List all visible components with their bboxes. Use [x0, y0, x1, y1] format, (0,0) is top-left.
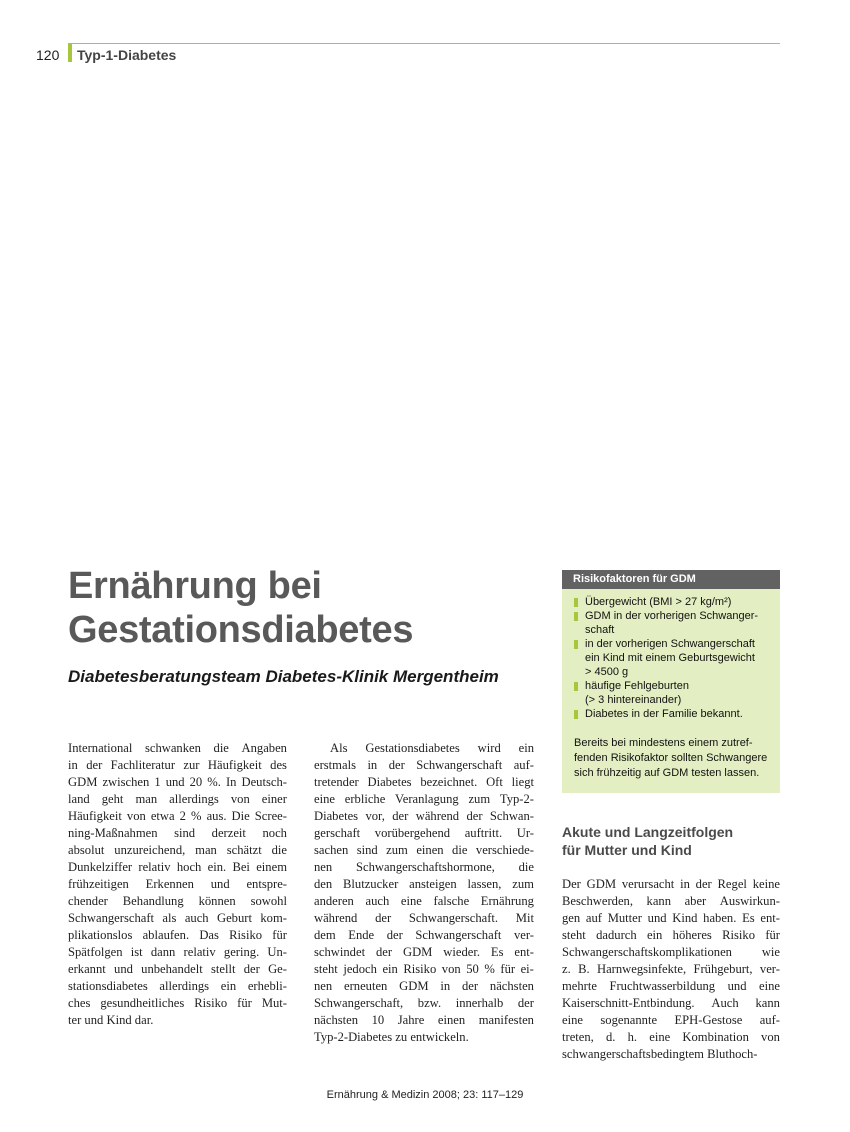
- text-line: mehrte Fruchtwasserbildung und eine: [562, 979, 780, 993]
- text-line: schwangerschaftsbedingtem Bluthoch-: [562, 1047, 758, 1061]
- text-line: absolut unzureichend, man schätzt die: [68, 843, 287, 857]
- text-line: Diabetes vor, der während der Schwan-: [314, 809, 534, 823]
- text-line: GDM zwischen 1 und 20 %. In Deutsch-: [68, 775, 287, 789]
- text-line: schwindet der GDM wieder. Es ent-: [314, 945, 534, 959]
- bullet-icon: [574, 598, 578, 607]
- body-column-3: [562, 876, 780, 1063]
- text-line: ter und Kind dar.: [68, 1013, 154, 1027]
- risk-factors-note: [574, 736, 774, 781]
- bullet-icon: [574, 710, 578, 719]
- text-line: erkannt und unbehandelt stellt der Ge-: [68, 962, 287, 976]
- text-line: Dunkelziffer relativ hoch ein. Bei einem: [68, 860, 287, 874]
- text-line: treten, d. h. eine Kombination von: [562, 1030, 780, 1044]
- text-line: frühzeitigen Erkennen und entspre-: [68, 877, 287, 891]
- text-line: Der GDM verursacht in der Regel keine: [562, 877, 780, 891]
- risk-factors-heading: Risikofaktoren für GDM: [562, 570, 780, 589]
- text-line: International schwanken die Angaben: [68, 741, 287, 755]
- section-heading: [562, 823, 733, 859]
- text-line: Schwangerschaftskomplikationen wie: [562, 945, 780, 959]
- text-line: tretender Diabetes bezeichnet. Oft liegt: [314, 775, 534, 789]
- text-line: sachen sind zum einen die verschiede-: [314, 843, 534, 857]
- article-title: [68, 564, 548, 652]
- text-line: Kaiserschnitt-Entbindung. Auch kann: [562, 996, 780, 1010]
- text-line: Schwangerschaft, bzw. innerhalb der: [314, 996, 534, 1010]
- risk-factor-item: [574, 595, 774, 609]
- risk-factor-line: Diabetes in der Familie bekannt.: [585, 708, 743, 720]
- text-line: anderen auch eine falsche Ernährung: [314, 894, 534, 908]
- text-line: Typ-2-Diabetes zu entwickeln.: [314, 1030, 469, 1044]
- risk-factor-line: schaft: [585, 624, 615, 636]
- running-header: Typ-1-Diabetes: [77, 47, 177, 63]
- text-line: den Blutzucker ansteigen lassen, zum: [314, 877, 534, 891]
- risk-factors-box: [562, 570, 780, 793]
- footer-citation: Ernährung & Medizin 2008; 23: 117–129: [326, 1089, 524, 1101]
- article-title-line: Gestationsdiabetes: [68, 609, 414, 651]
- text-line: steht dadurch ein höheres Risiko für: [562, 928, 780, 942]
- text-line: plikationslos ablaufen. Das Risiko für: [68, 928, 287, 942]
- header-rule: [68, 43, 780, 44]
- risk-factors-list: [574, 595, 774, 721]
- text-line: dem Ende der Schwangerschaft ver-: [314, 928, 534, 942]
- bullet-icon: [574, 612, 578, 621]
- text-line: Spätfolgen ist dann relativ gering. Un-: [68, 945, 287, 959]
- text-line: eine erbliche Veranlagung zum Typ-2-: [314, 792, 534, 806]
- text-line: eine sogenannte EPH-Gestose auf-: [562, 1013, 780, 1027]
- risk-factor-item: [574, 637, 774, 679]
- bullet-icon: [574, 682, 578, 691]
- text-line: nen erneuten GDM in der nächsten: [314, 979, 534, 993]
- risk-note-line: fenden Risikofaktor sollten Schwangere: [574, 752, 768, 764]
- text-line: land geht man allerdings von einer: [68, 792, 287, 806]
- body-column-1: [68, 740, 287, 1029]
- header-accent-bar: [68, 44, 72, 62]
- text-line: nen Schwangerschaftshormone, die: [314, 860, 534, 874]
- body-column-2: [314, 740, 534, 1046]
- risk-factor-item: [574, 679, 774, 707]
- article-authors: Diabetesberatungsteam Diabetes-Klinik Mergentheim: [68, 667, 499, 686]
- text-line: Als Gestationsdiabetes wird ein: [330, 741, 534, 755]
- text-line: Häufigkeit von etwa 2 % aus. Die Scree-: [68, 809, 287, 823]
- section-heading-line: für Mutter und Kind: [562, 842, 692, 858]
- text-line: steht jedoch ein Risiko von 50 % für ei-: [314, 962, 534, 976]
- risk-factor-line: > 4500 g: [585, 666, 629, 678]
- text-line: in der Fachliteratur zur Häufigkeit des: [68, 758, 287, 772]
- risk-factor-line: häufige Fehlgeburten: [585, 680, 689, 692]
- bullet-icon: [574, 640, 578, 649]
- text-line: erstmals in der Schwangerschaft auf-: [314, 758, 534, 772]
- text-line: Beschwerden, kann aber Auswirkun-: [562, 894, 780, 908]
- risk-factor-item: [574, 609, 774, 637]
- article-title-line: Ernährung bei: [68, 565, 322, 607]
- text-line: chender Behandlung können sowohl: [68, 894, 287, 908]
- risk-note-line: Bereits bei mindestens einem zutref-: [574, 737, 753, 749]
- text-line: z. B. Harnwegsinfekte, Frühgeburt, ver-: [562, 962, 780, 976]
- text-line: stationsdiabetes allerdings ein erhebli-: [68, 979, 287, 993]
- risk-factor-item: [574, 707, 774, 721]
- risk-factor-line: GDM in der vorherigen Schwanger-: [585, 610, 759, 622]
- risk-factor-line: in der vorherigen Schwangerschaft: [585, 638, 755, 650]
- risk-factor-line: (> 3 hintereinander): [585, 694, 682, 706]
- text-line: gen auf Mutter und Kind haben. Es ent-: [562, 911, 780, 925]
- risk-factor-line: ein Kind mit einem Geburtsgewicht: [585, 652, 755, 664]
- text-line: gerschaft vorübergehend auftritt. Ur-: [314, 826, 534, 840]
- risk-note-line: sich frühzeitig auf GDM testen lassen.: [574, 767, 760, 779]
- text-line: Schwangerschaft als auch Geburt kom-: [68, 911, 287, 925]
- section-heading-line: Akute und Langzeitfolgen: [562, 824, 734, 840]
- text-line: ches gesundheitliches Risiko für Mut-: [68, 996, 287, 1010]
- page-number: 120: [36, 47, 60, 63]
- text-line: während der Schwangerschaft. Mit: [314, 911, 534, 925]
- risk-factor-line: Übergewicht (BMI > 27 kg/m²): [585, 596, 732, 608]
- text-line: nächsten 10 Jahre einen manifesten: [314, 1013, 534, 1027]
- text-line: ning-Maßnahmen sind derzeit noch: [68, 826, 287, 840]
